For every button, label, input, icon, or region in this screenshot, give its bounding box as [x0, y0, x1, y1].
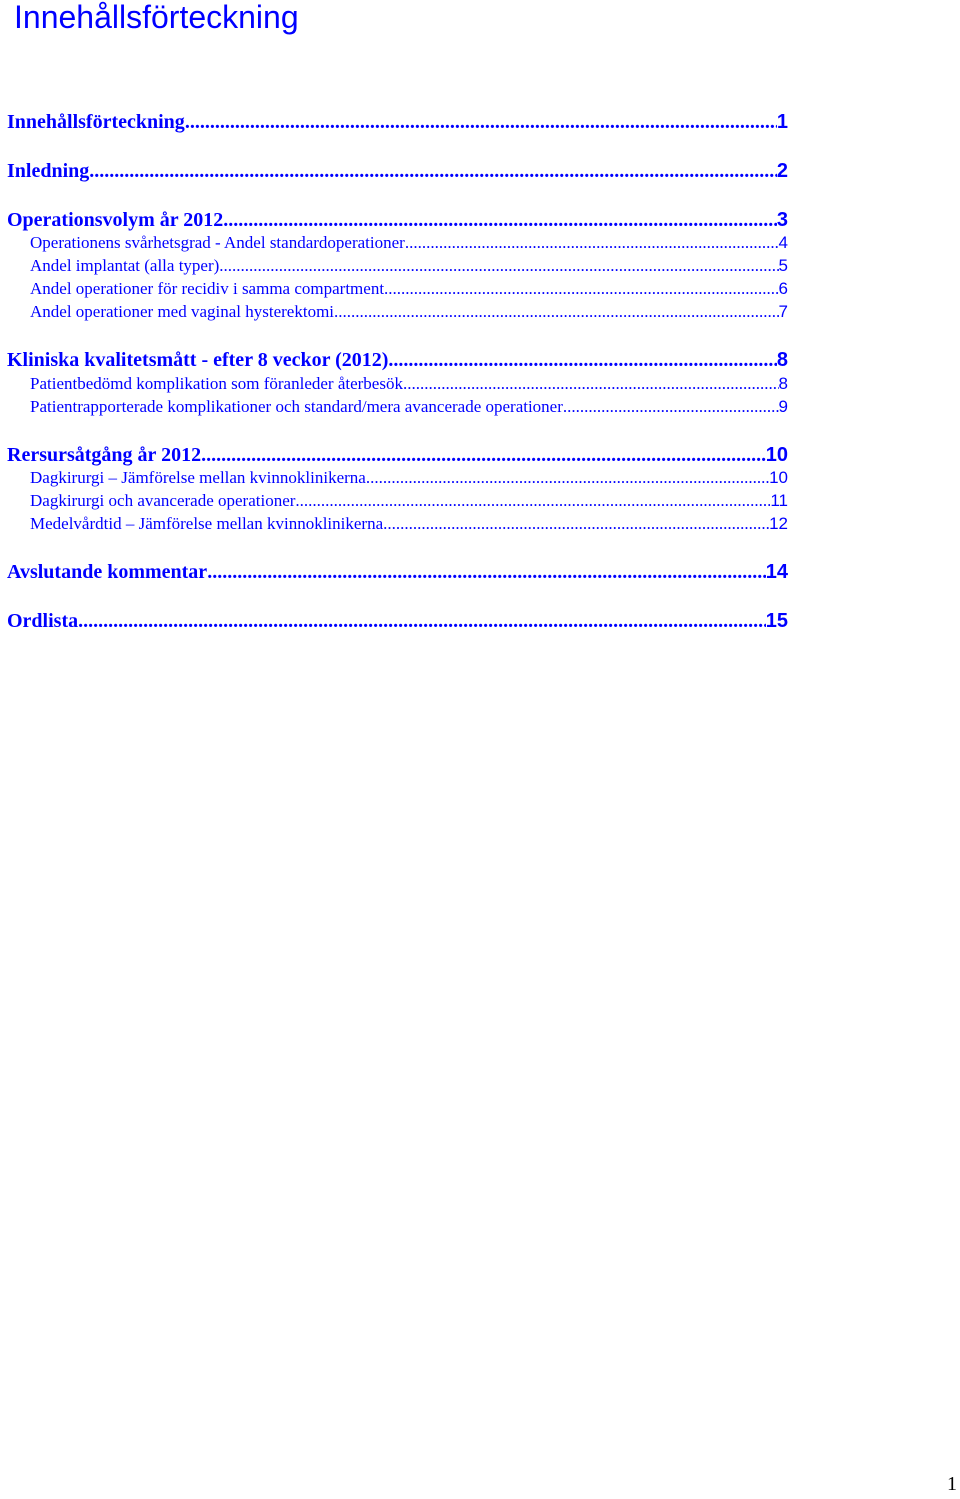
page-title: Innehållsförteckning: [14, 0, 299, 35]
toc-entry-dagkirurgi-avancerade[interactable]: [30, 490, 788, 512]
toc-entry-page: 10: [769, 468, 788, 487]
toc-entry-patientbedomd[interactable]: [30, 373, 788, 395]
toc-entry-page: 8: [778, 374, 788, 393]
toc-leader-dots: [78, 609, 766, 633]
toc-leader-dots: [403, 373, 779, 395]
toc-entry-avslutande-kommentar[interactable]: [7, 560, 788, 584]
toc-entry-ordlista[interactable]: [7, 609, 788, 633]
toc-entry-page: 1: [776, 111, 788, 133]
toc-entry-label: Rersursåtgång år 2012: [7, 444, 202, 466]
toc-entry-dagkirurgi-jamforelse[interactable]: [30, 467, 788, 489]
toc-entry-label: Andel operationer för recidiv i samma compartment: [30, 279, 385, 298]
toc-leader-dots: [405, 232, 779, 254]
toc-entry-label: Ordlista: [7, 610, 79, 632]
toc-entry-innehallsforteckning[interactable]: [7, 110, 788, 134]
toc-leader-dots: [185, 110, 777, 134]
toc-entry-label: Andel operationer med vaginal hysterektomi: [30, 302, 335, 321]
toc-entry-recidiv[interactable]: [30, 278, 788, 300]
toc-entry-patientrapporterade[interactable]: [30, 396, 788, 418]
toc-entry-page: 10: [765, 444, 788, 466]
toc-entry-label: Medelvårdtid – Jämförelse mellan kvinnoklinikerna: [30, 514, 384, 533]
toc-entry-label: Operationens svårhetsgrad - Andel standardoperationer: [30, 233, 405, 252]
toc-entry-hysterektomi[interactable]: [30, 301, 788, 323]
toc-entry-label: Operationsvolym år 2012: [7, 209, 224, 231]
toc-leader-dots: [89, 159, 777, 183]
toc-leader-dots: [384, 278, 778, 300]
toc-leader-dots: [563, 396, 779, 418]
toc-entry-inledning[interactable]: [7, 159, 788, 183]
toc-entry-label: Dagkirurgi – Jämförelse mellan kvinnoklinikerna: [30, 468, 366, 487]
toc-leader-dots: [295, 490, 770, 512]
toc-entry-label: Inledning: [7, 160, 90, 182]
toc-entry-page: 14: [765, 561, 788, 583]
toc-entry-implantat[interactable]: [30, 255, 788, 277]
toc-entry-label: Innehållsförteckning: [7, 111, 185, 133]
toc-entry-page: 15: [765, 610, 788, 632]
toc-entry-page: 9: [778, 397, 788, 416]
toc-entry-label: Patientbedömd komplikation som föranleder återbesök: [30, 374, 403, 393]
toc-entry-medelvardtid[interactable]: [30, 513, 788, 535]
toc-entry-page: 8: [776, 349, 788, 371]
toc-entry-label: Avslutande kommentar: [7, 561, 208, 583]
toc-leader-dots: [201, 443, 766, 467]
page-number: 1: [947, 1473, 957, 1495]
toc-leader-dots: [366, 467, 769, 489]
toc-entry-operationsvolym[interactable]: [7, 208, 788, 232]
toc-entry-page: 6: [778, 279, 788, 298]
toc-leader-dots: [219, 255, 778, 277]
toc-entry-kliniska-kvalitetsmatt[interactable]: [7, 348, 788, 372]
toc-entry-label: Patientrapporterade komplikationer och standard/mera avancerade operationer: [30, 397, 563, 416]
toc-entry-page: 2: [776, 160, 788, 182]
toc-entry-page: 7: [778, 302, 788, 321]
toc-leader-dots: [223, 208, 777, 232]
toc-entry-page: 12: [769, 514, 788, 533]
toc-leader-dots: [383, 513, 769, 535]
toc-entry-label: Dagkirurgi och avancerade operationer: [30, 491, 296, 510]
toc-leader-dots: [207, 560, 766, 584]
toc-entry-page: 3: [776, 209, 788, 231]
toc-entry-rersursatgang[interactable]: [7, 443, 788, 467]
toc-entry-label: Kliniska kvalitetsmått - efter 8 veckor (2012): [7, 349, 389, 371]
toc-leader-dots: [388, 348, 776, 372]
toc-entry-page: 11: [770, 491, 788, 510]
toc-entry-page: 5: [778, 256, 788, 275]
toc-leader-dots: [334, 301, 779, 323]
toc-entry-page: 4: [778, 233, 788, 252]
toc-entry-svarhetsgrad[interactable]: [30, 232, 788, 254]
toc-entry-label: Andel implantat (alla typer): [30, 256, 220, 275]
